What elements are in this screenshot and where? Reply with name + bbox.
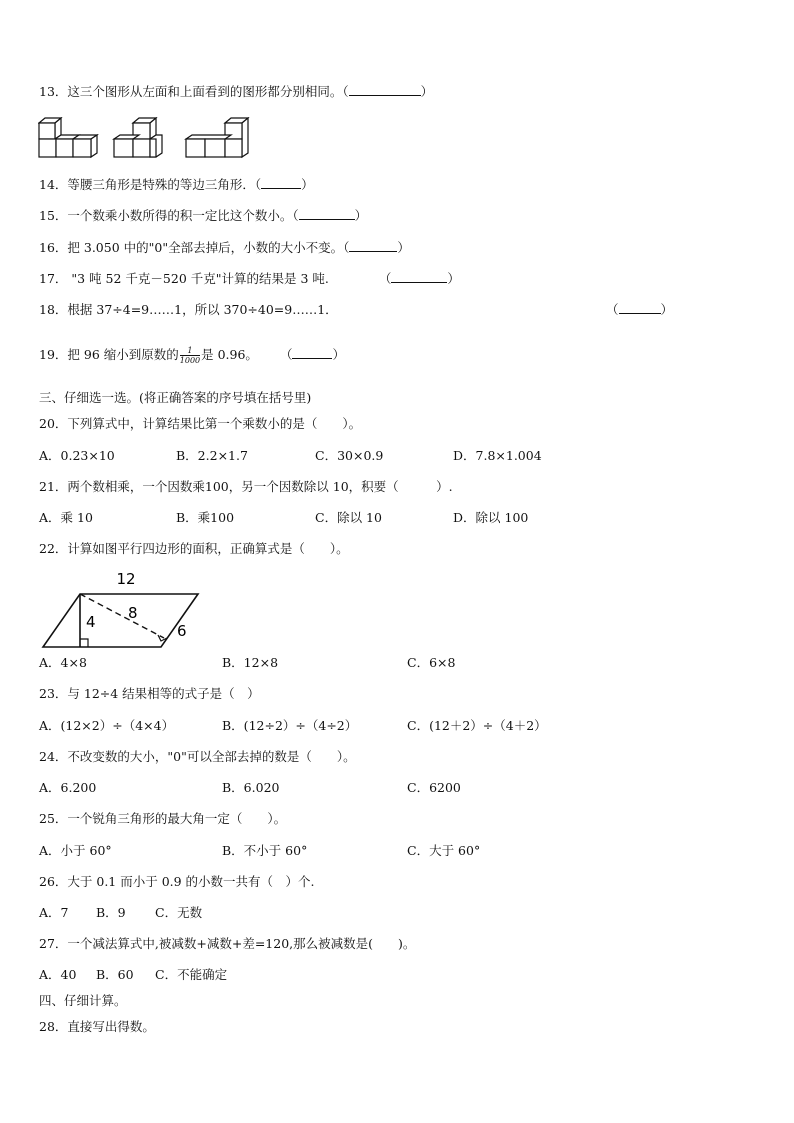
option-a[interactable]: A．40 <box>39 967 77 982</box>
cube-figure-2 <box>114 118 162 157</box>
answer-blank[interactable] <box>261 177 301 189</box>
option-c[interactable]: C．(12＋2）÷（4＋2） <box>407 718 547 733</box>
question-25: 25．一个锐角三角形的最大角一定（ ）。 <box>39 811 287 826</box>
answer-blank[interactable] <box>349 84 421 96</box>
option-c[interactable]: C．30×0.9 <box>315 448 384 463</box>
option-b[interactable]: B．9 <box>96 905 126 920</box>
question-23: 23．与 12÷4 结果相等的式子是（ ） <box>39 686 260 701</box>
cube-figure-1 <box>39 118 97 157</box>
fraction: $\frac{1}{1000}$ <box>179 346 201 365</box>
option-b[interactable]: B．乘100 <box>176 510 235 525</box>
answer-blank[interactable] <box>391 271 447 283</box>
question-28: 28．直接写出得数。 <box>39 1019 155 1034</box>
answer-blank[interactable] <box>619 302 661 314</box>
question-18: 18．根据 37÷4=9……1，所以 370÷40=9……1． <box>39 302 338 317</box>
question-15: 15．一个数乘小数所得的积一定比这个数小。（ ） <box>39 208 368 223</box>
label-side: 6 <box>177 622 187 640</box>
question-13: 13．这三个图形从左面和上面看到的图形都分别相同。（ ） <box>39 84 434 99</box>
cube-figures <box>38 117 250 161</box>
label-height: 4 <box>86 613 96 631</box>
question-14: 14．等腰三角形是特殊的等边三角形．（ ） <box>39 177 314 192</box>
option-a[interactable]: A．乘 10 <box>39 510 93 525</box>
question-18-answer: （ ） <box>606 302 674 317</box>
option-b[interactable]: B．2.2×1.7 <box>176 448 248 463</box>
option-a[interactable]: A．小于 60° <box>39 843 112 858</box>
answer-blank[interactable] <box>299 208 355 220</box>
option-a[interactable]: A．(12×2）÷（4×4） <box>39 718 175 733</box>
option-a[interactable]: A．4×8 <box>39 655 87 670</box>
option-d[interactable]: D．除以 100 <box>453 510 529 525</box>
option-b[interactable]: B．12×8 <box>222 655 279 670</box>
option-c[interactable]: C．大于 60° <box>407 843 481 858</box>
option-d[interactable]: D．7.8×1.004 <box>453 448 542 463</box>
cube-figure-3 <box>186 118 248 157</box>
question-16: 16．把 3.050 中的"0"全部去掉后，小数的大小不变。（ ） <box>39 240 410 255</box>
section-3-heading: 三、仔细选一选。(将正确答案的序号填在括号里) <box>39 390 312 405</box>
question-26: 26．大于 0.1 而小于 0.9 的小数一共有（ ）个. <box>39 874 315 889</box>
option-b[interactable]: B．60 <box>96 967 134 982</box>
option-a[interactable]: A．6.200 <box>39 780 97 795</box>
question-21: 21．两个数相乘，一个因数乘100，另一个因数除以 10，积要（ ）. <box>39 479 453 494</box>
question-24: 24．不改变数的大小，"0"可以全部去掉的数是（ ）。 <box>39 749 356 764</box>
option-a[interactable]: A．0.23×10 <box>39 448 115 463</box>
section-4-heading: 四、仔细计算。 <box>39 993 127 1008</box>
parallelogram-figure <box>38 568 208 652</box>
option-c[interactable]: C．6×8 <box>407 655 456 670</box>
option-c[interactable]: C．6200 <box>407 780 461 795</box>
answer-blank[interactable] <box>292 347 332 359</box>
question-17: 17． "3 吨 52 千克－520 千克"计算的结果是 3 吨. （ ） <box>39 271 460 286</box>
option-b[interactable]: B．(12÷2）÷（4÷2） <box>222 718 358 733</box>
option-b[interactable]: B．不小于 60° <box>222 843 308 858</box>
answer-blank[interactable] <box>349 240 397 252</box>
label-diagonal: 8 <box>128 604 138 622</box>
question-20: 20．下列算式中，计算结果比第一个乘数小的是（ ）。 <box>39 416 362 431</box>
question-19: 19．把 96 缩小到原数的 $\frac{1}{1000}$ 是 0.96。 （ ） <box>39 346 345 365</box>
option-c[interactable]: C．除以 10 <box>315 510 382 525</box>
option-b[interactable]: B．6.020 <box>222 780 280 795</box>
option-a[interactable]: A．7 <box>39 905 69 920</box>
question-text: 13．这三个图形从左面和上面看到的图形都分别相同。（ <box>39 84 349 99</box>
question-22: 22．计算如图平行四边形的面积，正确算式是（ ）。 <box>39 541 349 556</box>
option-c[interactable]: C．不能确定 <box>155 967 228 982</box>
question-27: 27．一个减法算式中,被减数+减数+差=120,那么被减数是( )。 <box>39 936 416 951</box>
label-top: 12 <box>116 570 136 588</box>
option-c[interactable]: C．无数 <box>155 905 203 920</box>
